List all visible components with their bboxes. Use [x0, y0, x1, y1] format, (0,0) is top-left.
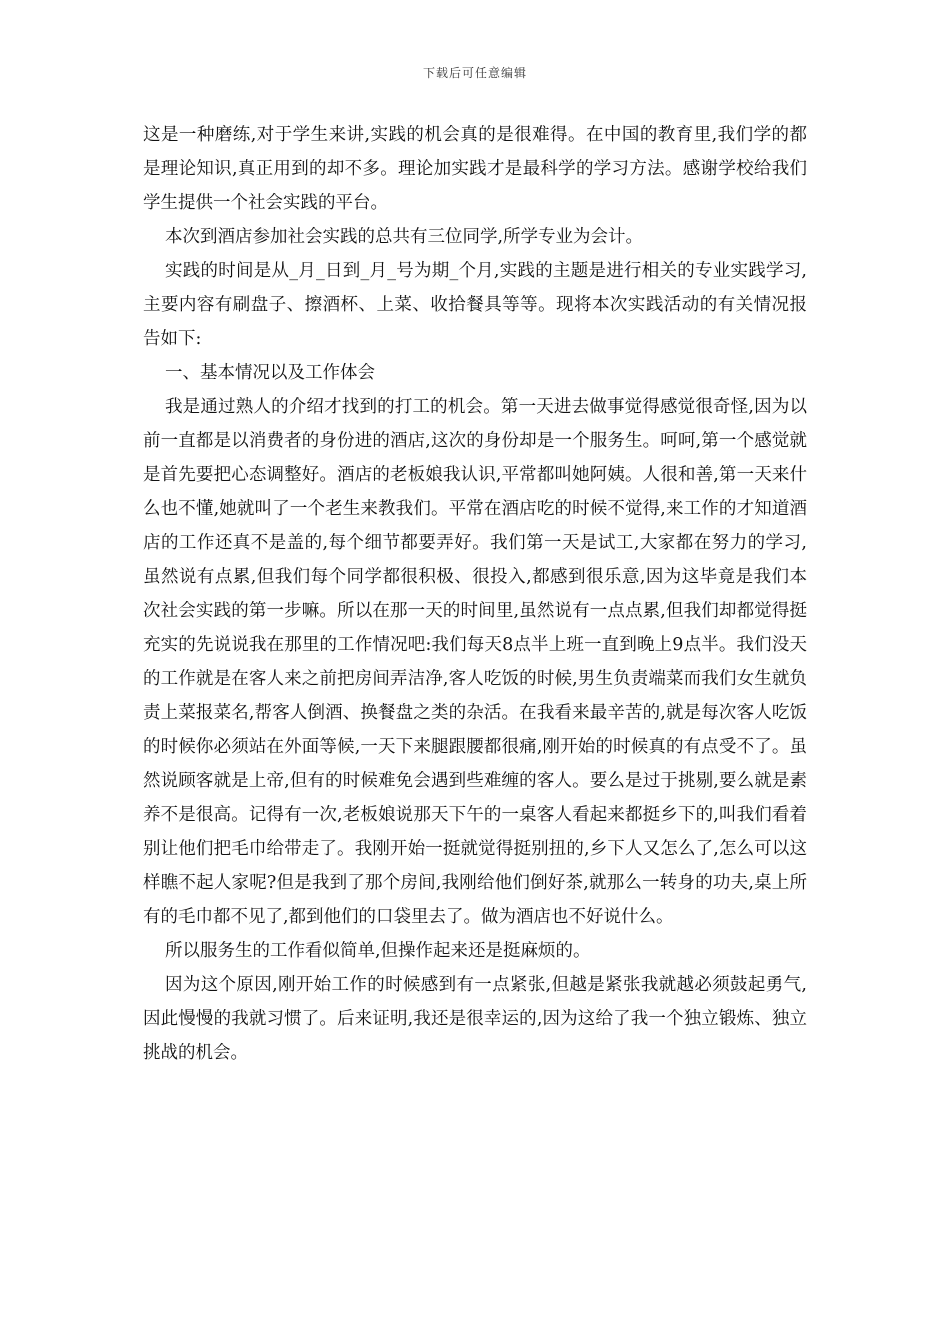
section-heading: 一、基本情况以及工作体会 [165, 363, 375, 383]
document-body [143, 118, 807, 1070]
paragraph-experience: 我是通过熟人的介绍才找到的打工的机会。第一天进去做事觉得感觉很奇怪,因为以前一直都是以消费者的身份进的酒店,这次的身份却是一个服务生。呵呵,第一个感觉就是首先要把心态调整好。酒店的老板娘我认识,平常都叫她阿姨。人很和善,第一天来什么也不懂,她就叫了一个老生来教我们。平常在酒店吃的时候不觉得,来工作的才知道酒店的工作还真不是盖的,每个细节都要弄好。我们第一天是试工,大家都在努力的学习,虽然说有点累,但我们每个同学都很积极、很投入,都感到很乐意,因为这毕竟是我们本次社会实践的第一步嘛。所以在那一天的时间里,虽然说有一点点累,但我们却都觉得挺充实的先说说我在那里的工作情况吧:我们每天8点半上班一直到晚上9点半。我们没天的工作就是在客人来之前把房间弄洁净,客人吃饭的时候,男生负责端菜而我们女生就负责上菜报菜名,帮客人倒酒、换餐盘之类的杂活。在我看来最辛苦的,就是每次客人吃饭的时候你必须站在外面等候,一天下来腿跟腰都很痛,刚开始的时候真的有点受不了。虽然说顾客就是上帝,但有的时候难免会遇到些难缠的客人。要么是过于挑剔,要么就是素养不是很高。记得有一次,老板娘说那天下午的一桌客人看起来都挺乡下的,叫我们看着别让他们把毛巾给带走了。我刚开始一挺就觉得挺别扭的,乡下人又怎么了,怎么可以这样瞧不起人家呢?但是我到了那个房间,我刚给他们倒好茶,就那么一转身的功夫,桌上所有的毛巾都不见了,都到他们的口袋里去了。做为酒店也不好说什么。 [143, 397, 807, 927]
paragraph-summary: 所以服务生的工作看似简单,但操作起来还是挺麻烦的。 [165, 941, 591, 961]
paragraph-intro: 这是一种磨练,对于学生来讲,实践的机会真的是很难得。在中国的教育里,我们学的都是理论知识,真正用到的却不多。理论加实践才是最科学的学习方法。感谢学校给我们学生提供一个社会实践的平台。 [143, 125, 807, 213]
paragraph-conclusion: 因为这个原因,刚开始工作的时候感到有一点紧张,但越是紧张我就越必须鼓起勇气,因此慢慢的我就习惯了。后来证明,我还是很幸运的,因为这给了我一个独立锻炼、独立挑战的机会。 [143, 975, 807, 1063]
page-header-note: 下载后可任意编辑 [422, 66, 527, 80]
paragraph-participants: 本次到酒店参加社会实践的总共有三位同学,所学专业为会计。 [165, 227, 644, 247]
paragraph-schedule: 实践的时间是从_月_日到_月_号为期_个月,实践的主题是进行相关的专业实践学习,主要内容有刷盘子、擦酒杯、上菜、收拾餐具等等。现将本次实践活动的有关情况报告如下: [143, 261, 807, 349]
